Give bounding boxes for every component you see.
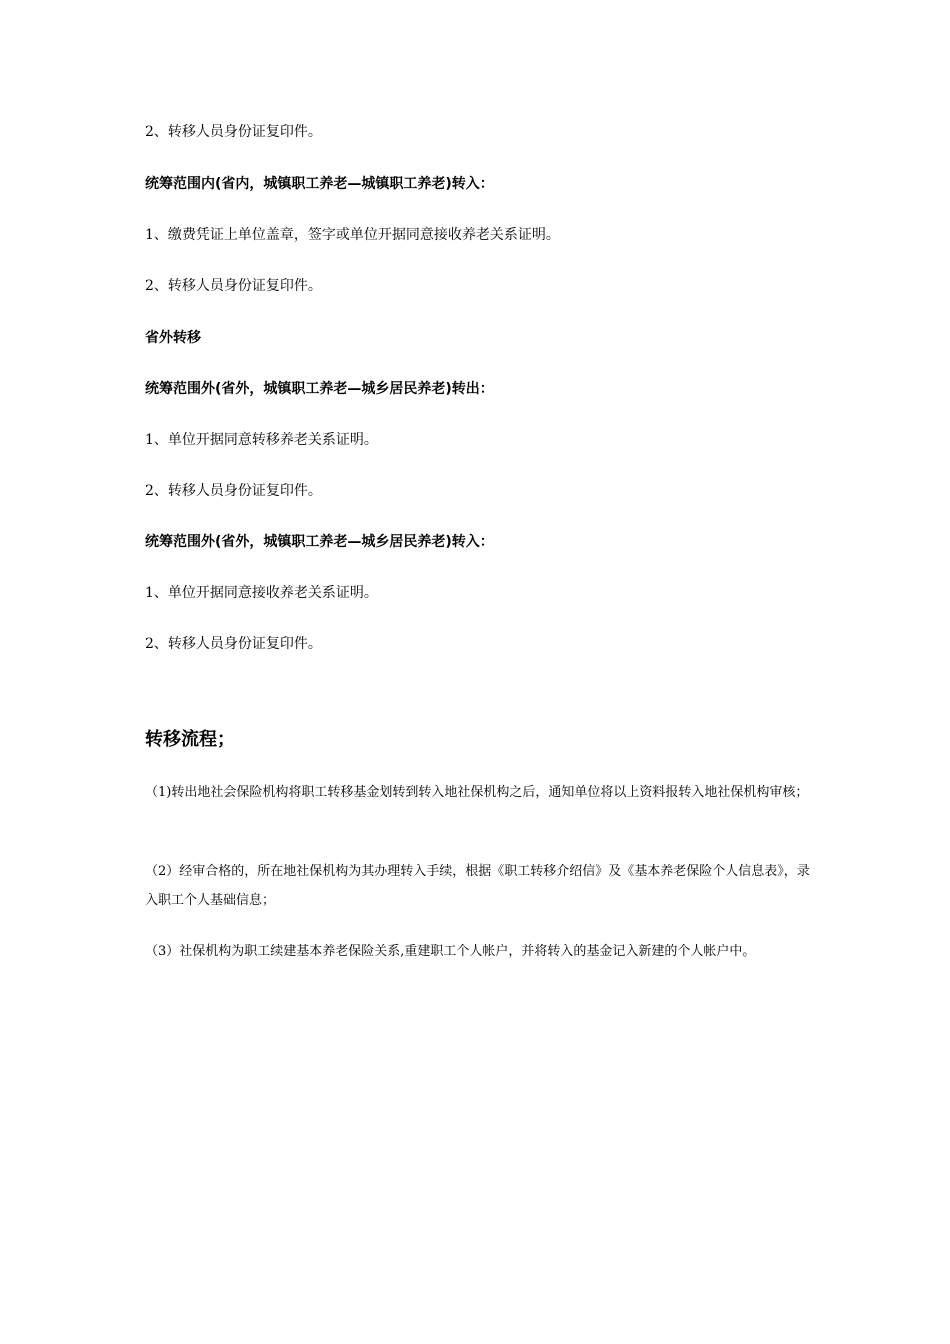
section-heading-in-province-transfer-in: 统筹范围内(省内，城镇职工养老—城镇职工养老)转入： [145, 176, 494, 192]
section-heading-out-of-province-transfer-in: 统筹范围外(省外，城镇职工养老—城乡居民养老)转入： [145, 534, 494, 550]
process-heading: 转移流程； [145, 729, 235, 750]
requirement-transfer-certificate: 1、单位开据同意转移养老关系证明。 [145, 432, 378, 448]
requirement-id-copy: 2、转移人员身份证复印件。 [145, 278, 322, 294]
requirement-payment-voucher: 1、缴费凭证上单位盖章，签字或单位开据同意接收养老关系证明。 [145, 227, 560, 243]
section-heading-out-of-province-transfer-out: 统筹范围外(省外，城镇职工养老—城乡居民养老)转出： [145, 381, 494, 397]
requirement-acceptance-certificate: 1、单位开据同意接收养老关系证明。 [145, 585, 378, 601]
process-step-2: （2）经审合格的，所在地社保机构为其办理转入手续，根据《职工转移介绍信》及《基本养老保险个人信息表》，录入职工个人基础信息； [145, 864, 810, 908]
section-heading-out-of-province: 省外转移 [145, 330, 201, 346]
requirement-id-copy: 2、转移人员身份证复印件。 [145, 124, 322, 140]
process-step-3: （3）社保机构为职工续建基本养老保险关系,重建职工个人帐户，并将转入的基金记入新建的个人帐户中。 [145, 944, 756, 959]
process-step-1: （1)转出地社会保险机构将职工转移基金划转到转入地社保机构之后，通知单位将以上资料报转入地社保机构审核； [145, 785, 809, 800]
requirement-id-copy: 2、转移人员身份证复印件。 [145, 636, 322, 652]
requirement-id-copy: 2、转移人员身份证复印件。 [145, 483, 322, 499]
